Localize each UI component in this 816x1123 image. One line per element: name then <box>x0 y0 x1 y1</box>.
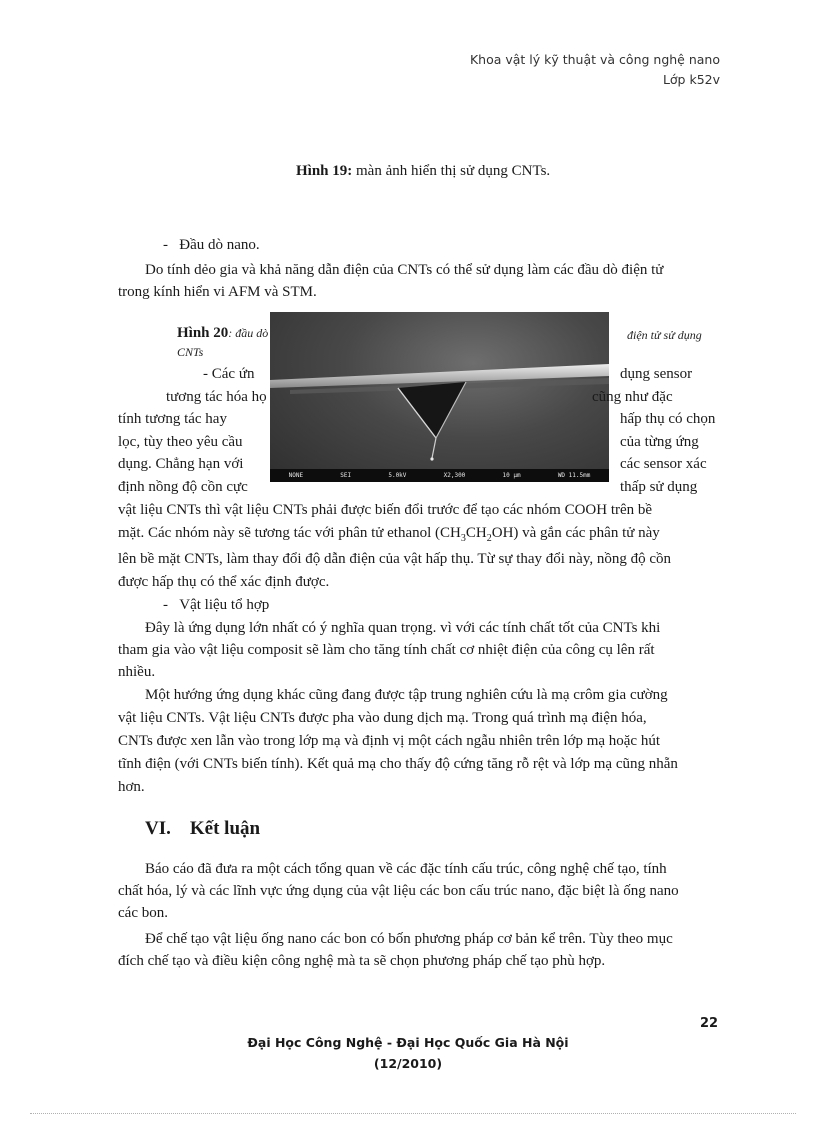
footer-date: (12/2010) <box>373 1056 443 1071</box>
paragraph-line: Do tính dẻo gia và khả năng dẫn điện của CNTs có thể sử dụng làm các đầu dò điện tử <box>145 262 664 278</box>
wrap-left-fragment: - Các ứn <box>203 366 255 382</box>
paragraph-line: tham gia vào vật liệu composit sẽ làm cho tăng tính chất cơ nhiệt điện của công cụ lên rất <box>118 642 655 658</box>
wrap-right-fragment: dụng sensor <box>620 366 693 382</box>
paragraph-line: các bon. <box>118 905 168 921</box>
sem-info-bar <box>270 469 609 482</box>
wrap-right-fragment: thấp sử dụng <box>620 479 698 495</box>
paragraph-line: lên bề mặt CNTs, làm thay đổi độ dẫn điện của vật hấp thụ. Từ sự thay đổi này, nồng độ cồn <box>118 551 672 567</box>
figure-20-text: : đầu dò <box>228 326 269 340</box>
bullet-dash: - <box>163 597 168 613</box>
paragraph-line: Đây là ứng dụng lớn nhất có ý nghĩa quan trọng. vì với các tính chất tốt của CNTs khi <box>145 620 661 636</box>
sem-detector: SEI <box>340 472 352 479</box>
paragraph-line: đích chế tạo và điều kiện công nghệ mà ta sẽ chọn phương pháp chế tạo phù hợp. <box>118 953 606 969</box>
paragraph-line: tĩnh điện (với CNTs biến tính). Kết quả mạ cho thấy độ cứng tăng rỗ rệt và lớp mạ cũng nhẵn <box>118 756 678 772</box>
wrap-right-fragment: của từng ứng <box>620 434 699 450</box>
paragraph-line: nhiều. <box>118 664 156 680</box>
sem-working-distance: WD 11.5mm <box>557 472 591 479</box>
page-bottom-divider <box>30 1113 796 1114</box>
paragraph-line: trong kính hiển vi AFM và STM. <box>118 284 317 300</box>
paragraph-line: Một hướng ứng dụng khác cũng đang được tập trung nghiên cứu là mạ crôm gia cường <box>145 687 668 703</box>
bullet-text: Đầu dò nano. <box>179 237 260 253</box>
probe-tip-drawing <box>270 312 609 469</box>
paragraph-line: được hấp thụ có thể xác định được. <box>118 574 330 590</box>
figure-19-caption <box>296 163 550 180</box>
wrap-right-fragment: hấp thụ có chọn <box>620 411 716 427</box>
bullet-dash: - <box>163 237 168 253</box>
footer-university: Đại Học Công Nghệ - Đại Học Quốc Gia Hà Nội <box>247 1035 569 1050</box>
header-class: Lớp k52v <box>662 72 720 87</box>
sem-signal-mode: NONE <box>288 472 304 479</box>
sem-magnification: X2,300 <box>443 472 466 479</box>
bullet-composite <box>163 594 269 616</box>
figure-20-caption-cnts: CNTs <box>177 345 204 359</box>
bullet-text: Vật liệu tổ hợp <box>179 597 270 613</box>
wrap-left-fragment: lọc, tùy theo yêu cầu <box>118 434 243 450</box>
wrap-left-fragment: tính tương tác hay <box>118 411 227 427</box>
wrap-left-fragment: dụng. Chẳng hạn với <box>118 456 244 472</box>
paragraph-line: chất hóa, lý và các lĩnh vực ứng dụng của vật liệu các bon cấu trúc nano, đặc biệt là ống nano <box>118 883 679 899</box>
paragraph-line: hơn. <box>118 779 145 795</box>
sem-scale: 10 µm <box>502 472 521 479</box>
paragraph-line-formula: mặt. Các nhóm này sẽ tương tác với phân tử ethanol $(CH_3CH_2OH)$ và gắn các phân tử này <box>118 525 660 544</box>
header-department: Khoa vật lý kỹ thuật và công nghệ nano <box>469 52 720 67</box>
figure-20-label: Hình 20 <box>177 325 229 341</box>
figure-20-caption-right: điện tử sử dụng <box>627 328 702 342</box>
bullet-nano-probe <box>163 234 260 256</box>
sem-probe-image <box>270 312 609 482</box>
figure-20-caption <box>177 325 268 342</box>
section-title: Kết luận <box>189 818 261 839</box>
wrap-right-fragment: các sensor xác <box>620 456 707 472</box>
wrap-left-fragment: tương tác hóa họ <box>166 389 267 405</box>
wrap-left-fragment: định nồng độ cồn cực <box>118 479 248 495</box>
paragraph-line: Báo cáo đã đưa ra một cách tổng quan về các đặc tính cấu trúc, công nghệ chế tạo, tính <box>145 861 667 877</box>
paragraph-line: vật liệu CNTs thì vật liệu CNTs phải được biến đổi trước để tạo các nhóm COOH trên bề <box>118 502 653 518</box>
paragraph-line: Để chế tạo vật liệu ống nano các bon có bốn phương pháp cơ bản kể trên. Tùy theo mục <box>145 931 673 947</box>
figure-19-label: Hình 19: <box>296 163 353 179</box>
sem-voltage: 5.0kV <box>388 472 407 479</box>
wrap-right-fragment: cũng như đặc <box>592 389 673 405</box>
paragraph-line: CNTs được xen lẫn vào trong lớp mạ và định vị một cách ngẫu nhiên trên lớp mạ hoặc hút <box>118 733 660 749</box>
section-heading <box>145 818 260 840</box>
section-number: VI. <box>145 818 171 839</box>
page-number: 22 <box>700 1016 719 1031</box>
figure-19-text: màn ảnh hiển thị sử dụng CNTs. <box>352 163 551 179</box>
paragraph-line: vật liệu CNTs. Vật liệu CNTs được pha vào dung dịch mạ. Trong quá trình mạ điện hóa, <box>118 710 647 726</box>
